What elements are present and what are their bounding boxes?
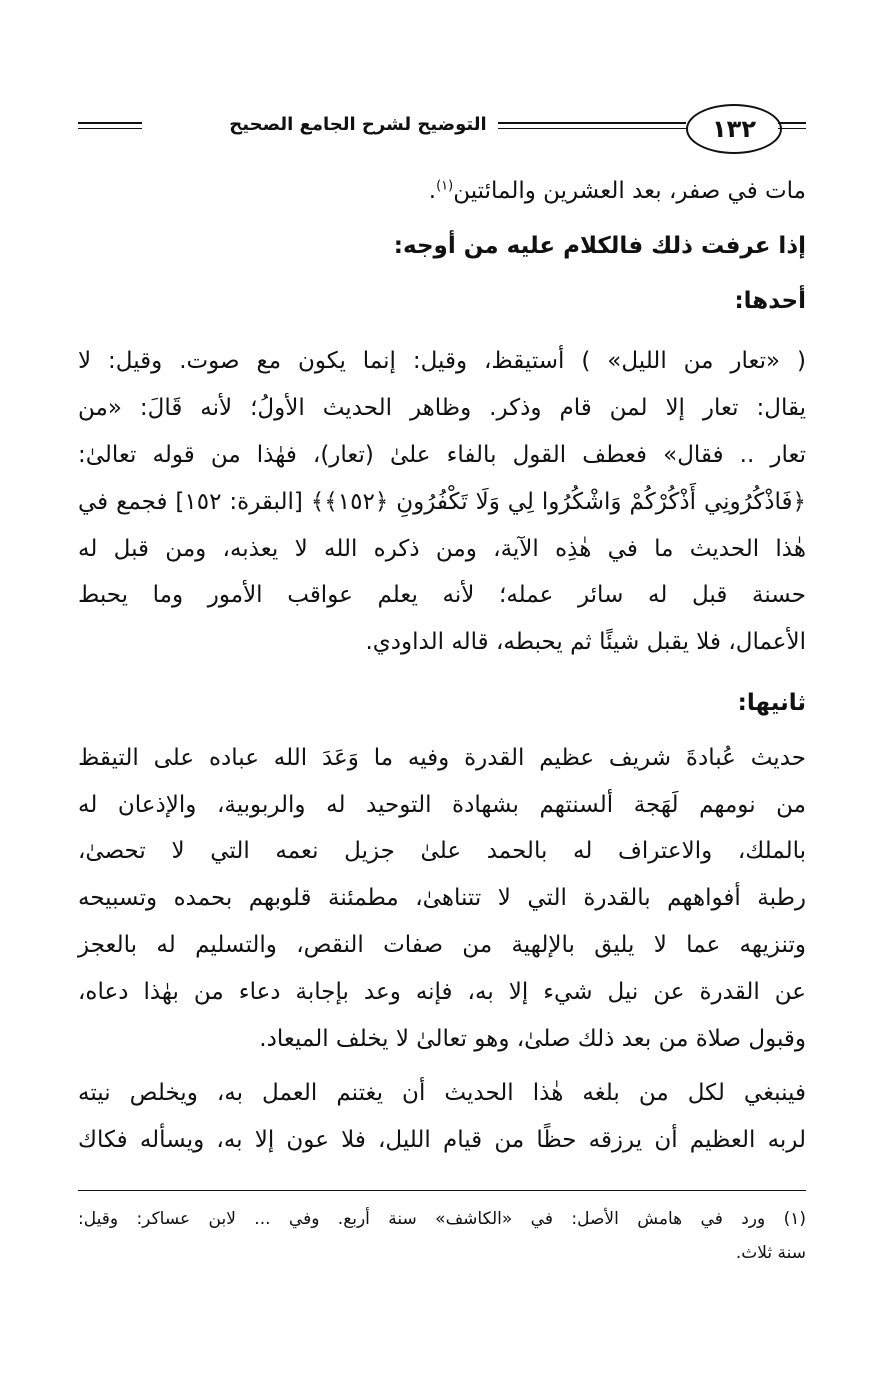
page-number: ١٣٢ bbox=[712, 115, 756, 143]
paragraph-1-end: . bbox=[428, 178, 437, 204]
p3-line-7: الأعمال، فلا يقبل شيئًا ثم يحبطه، قاله الداودي. bbox=[365, 629, 806, 656]
footnote-separator bbox=[78, 1190, 806, 1191]
header-rule-right-bottom bbox=[778, 128, 806, 129]
p4-line-2: من نومهم لَهَجة ألسنتهم بشهادة التوحيد له والربوبية، والإذعان له bbox=[78, 791, 806, 818]
p3-line-6: حسنة قبل له سائر عمله؛ لأنه يعلم عواقب الأمور وما يحبط bbox=[78, 582, 806, 609]
paragraph-1 bbox=[78, 168, 806, 215]
p4-line-1: حديث عُبادةَ شريف عظيم القدرة وفيه ما وَعَدَ الله عباده على التيقظ bbox=[78, 744, 806, 771]
p3-line-2: يقال: تعار إلا لمن قام وذكر. وظاهر الحديث الأولُ؛ لأنه قَالَ: «من bbox=[78, 395, 806, 422]
header-rule-middle-bottom bbox=[498, 128, 686, 129]
p5-line-2: لربه العظيم أن يرزقه حظًا من قيام الليل، فلا عون إلا به، ويسأله فكاك bbox=[78, 1127, 806, 1154]
footnote-line-2: سنة ثلاث. bbox=[735, 1243, 806, 1263]
header-rule-left-top bbox=[78, 122, 142, 124]
p4-line-7: وقبول صلاة من بعد ذلك صلىٰ، وهو تعالىٰ لا يخلف الميعاد. bbox=[259, 1025, 806, 1052]
header-rule-right-top bbox=[778, 122, 806, 124]
header-rule-left-bottom bbox=[78, 128, 142, 129]
running-title: التوضيح لشرح الجامع الصحيح bbox=[229, 114, 487, 135]
header-rule-middle-top bbox=[498, 122, 686, 124]
footnote-line-1: (١) ورد في هامش الأصل: في «الكاشف» سنة أربع. وفي ... لابن عساكر: وقيل: bbox=[78, 1209, 806, 1229]
p4-line-6: عن القدرة عن نيل شيء إلا به، فإنه وعد بإجابة دعاء من بهٰذا دعاه، bbox=[78, 978, 806, 1005]
paragraph-1-text: مات في صفر، بعد العشرين والمائتين bbox=[453, 178, 806, 204]
p3-line-1: ( «تعار من الليل» ) أستيقظ، وقيل: إنما يكون مع صوت. وقيل: لا bbox=[78, 348, 806, 375]
heading-first-aspect: أحدها: bbox=[734, 287, 806, 314]
p5-line-1: فينبغي لكل من بلغه هٰذا الحديث أن يغتنم العمل به، ويخلص نيته bbox=[78, 1080, 806, 1107]
main-text bbox=[78, 168, 806, 1164]
footnote-ref-1: (١) bbox=[436, 178, 454, 194]
p3-line-3: تعار .. فقال» فعطف القول بالفاء علىٰ (تعار)، فهٰذا من قوله تعالىٰ: bbox=[78, 441, 806, 468]
p3-line-5: هٰذا الحديث ما في هٰذِه الآية، ومن ذكره الله لا يعذبه، ومن قبل له bbox=[78, 535, 806, 562]
p4-line-3: بالملك، والاعتراف له بالحمد علىٰ جزيل نعمه التي لا تحصىٰ، bbox=[78, 838, 806, 865]
page-number-badge bbox=[686, 104, 782, 154]
footnote bbox=[78, 1202, 806, 1270]
heading-second-aspect: ثانيها: bbox=[737, 689, 806, 716]
p4-line-5: وتنزيهه عما لا يليق بالإلهية من صفات النقص، والتسليم له بالعجز bbox=[78, 931, 806, 958]
p3-line-4: ﴿فَاذْكُرُونِي أَذْكُرْكُمْ وَاشْكُرُوا لِي وَلَا تَكْفُرُونِ ﴿١٥٢﴾﴾ [البقرة: ١٥٢] فجمع في bbox=[78, 488, 806, 515]
p4-line-4: رطبة أفواههم بالقدرة التي لا تتناهىٰ، مطمئنة قلوبهم بحمده وتسبيحه bbox=[78, 885, 806, 912]
paragraph-2: إذا عرفت ذلك فالكلام عليه من أوجه: bbox=[393, 232, 806, 259]
page-header bbox=[78, 100, 806, 156]
